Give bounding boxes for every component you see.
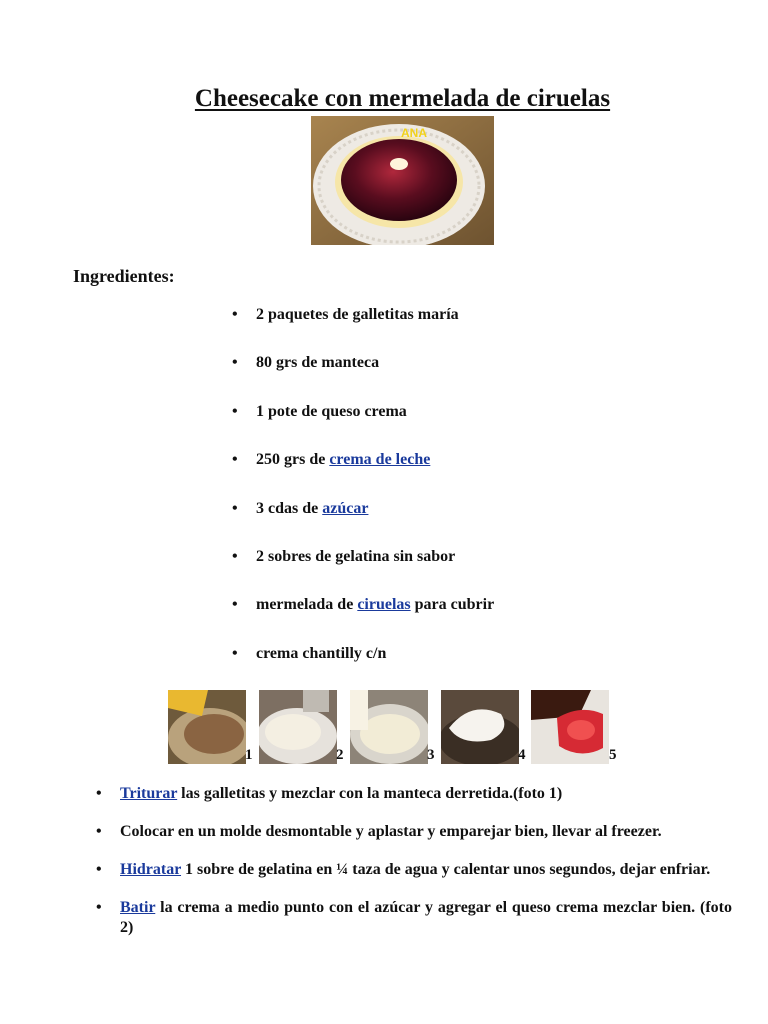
ingredient-item	[232, 498, 494, 546]
ingredient-item	[232, 594, 494, 642]
bullet-icon: •	[232, 499, 238, 517]
ingredient-text: 2 sobres de gelatina sin sabor	[256, 547, 456, 565]
step-photo-number-2: 2	[336, 747, 344, 763]
step-item	[96, 784, 732, 804]
ingredient-text: 80 grs de manteca	[256, 354, 380, 372]
step-photo-2	[259, 690, 337, 764]
ingredient-text: 1 pote de queso crema	[256, 402, 407, 420]
ingredient-item	[232, 352, 494, 400]
step-photo-number-3: 3	[427, 747, 435, 763]
ingredient-item	[232, 643, 494, 691]
step-photo-5	[531, 690, 609, 764]
ingredients-heading: Ingredientes:	[73, 266, 175, 286]
ingredient-text: 250 grs de	[256, 451, 330, 469]
ingredient-link[interactable]: ciruelas	[357, 596, 411, 614]
step-link[interactable]: Hidratar	[120, 861, 182, 878]
bullet-icon: •	[96, 823, 102, 840]
ingredient-item	[232, 304, 494, 352]
step-item	[96, 860, 732, 880]
step-photo-number-4: 4	[518, 747, 526, 763]
step-text: Colocar en un molde desmontable y aplastar y emparejar bien, llevar al freezer.	[120, 823, 662, 840]
ingredient-item	[232, 546, 494, 594]
hero-label: ANA	[401, 126, 427, 140]
bullet-icon: •	[96, 899, 102, 916]
ingredient-text: 3 cdas de	[256, 499, 323, 517]
step-text: la crema a medio punto con el azúcar y agregar el queso crema mezclar bien. (foto 2)	[120, 899, 732, 936]
ingredient-item	[232, 449, 494, 497]
step-photo-number-1: 1	[245, 747, 253, 763]
step-text: 1 sobre de gelatina en ¼ taza de agua y calentar unos segundos, dejar enfriar.	[181, 861, 711, 878]
bullet-icon: •	[96, 861, 102, 878]
bullet-icon: •	[232, 451, 238, 469]
ingredient-item	[232, 401, 494, 449]
cheesecake-illustration	[311, 116, 494, 245]
ingredient-text: mermelada de	[256, 596, 358, 614]
ingredient-text: 2 paquetes de galletitas maría	[256, 306, 459, 323]
step-link[interactable]: Batir	[120, 899, 156, 916]
steps-list	[96, 784, 732, 956]
bullet-icon: •	[232, 354, 238, 372]
ingredient-text-suffix: para cubrir	[410, 596, 495, 614]
step-text: las galletitas y mezclar con la manteca derretida.(foto 1)	[177, 785, 563, 802]
bullet-icon: •	[232, 306, 238, 323]
ingredient-link[interactable]: azúcar	[322, 499, 369, 517]
page-title: Cheesecake con mermelada de ciruelas	[194, 84, 611, 112]
step-photo-1	[168, 690, 246, 764]
bullet-icon: •	[96, 785, 102, 802]
ingredient-text: crema chantilly c/n	[256, 644, 387, 662]
bullet-icon: •	[232, 402, 238, 420]
ingredient-link[interactable]: crema de leche	[329, 451, 431, 469]
step-item	[96, 822, 732, 842]
bullet-icon: •	[232, 596, 238, 614]
step-photo-3	[350, 690, 428, 764]
ingredients-list	[232, 304, 494, 691]
bullet-icon: •	[232, 644, 238, 662]
step-photo-4	[441, 690, 519, 764]
step-photo-number-5: 5	[609, 747, 617, 763]
bullet-icon: •	[232, 547, 238, 565]
step-link[interactable]: Triturar	[120, 785, 178, 802]
cheesecake-photo	[311, 116, 494, 245]
step-item	[96, 898, 732, 938]
step-photos	[0, 690, 768, 765]
